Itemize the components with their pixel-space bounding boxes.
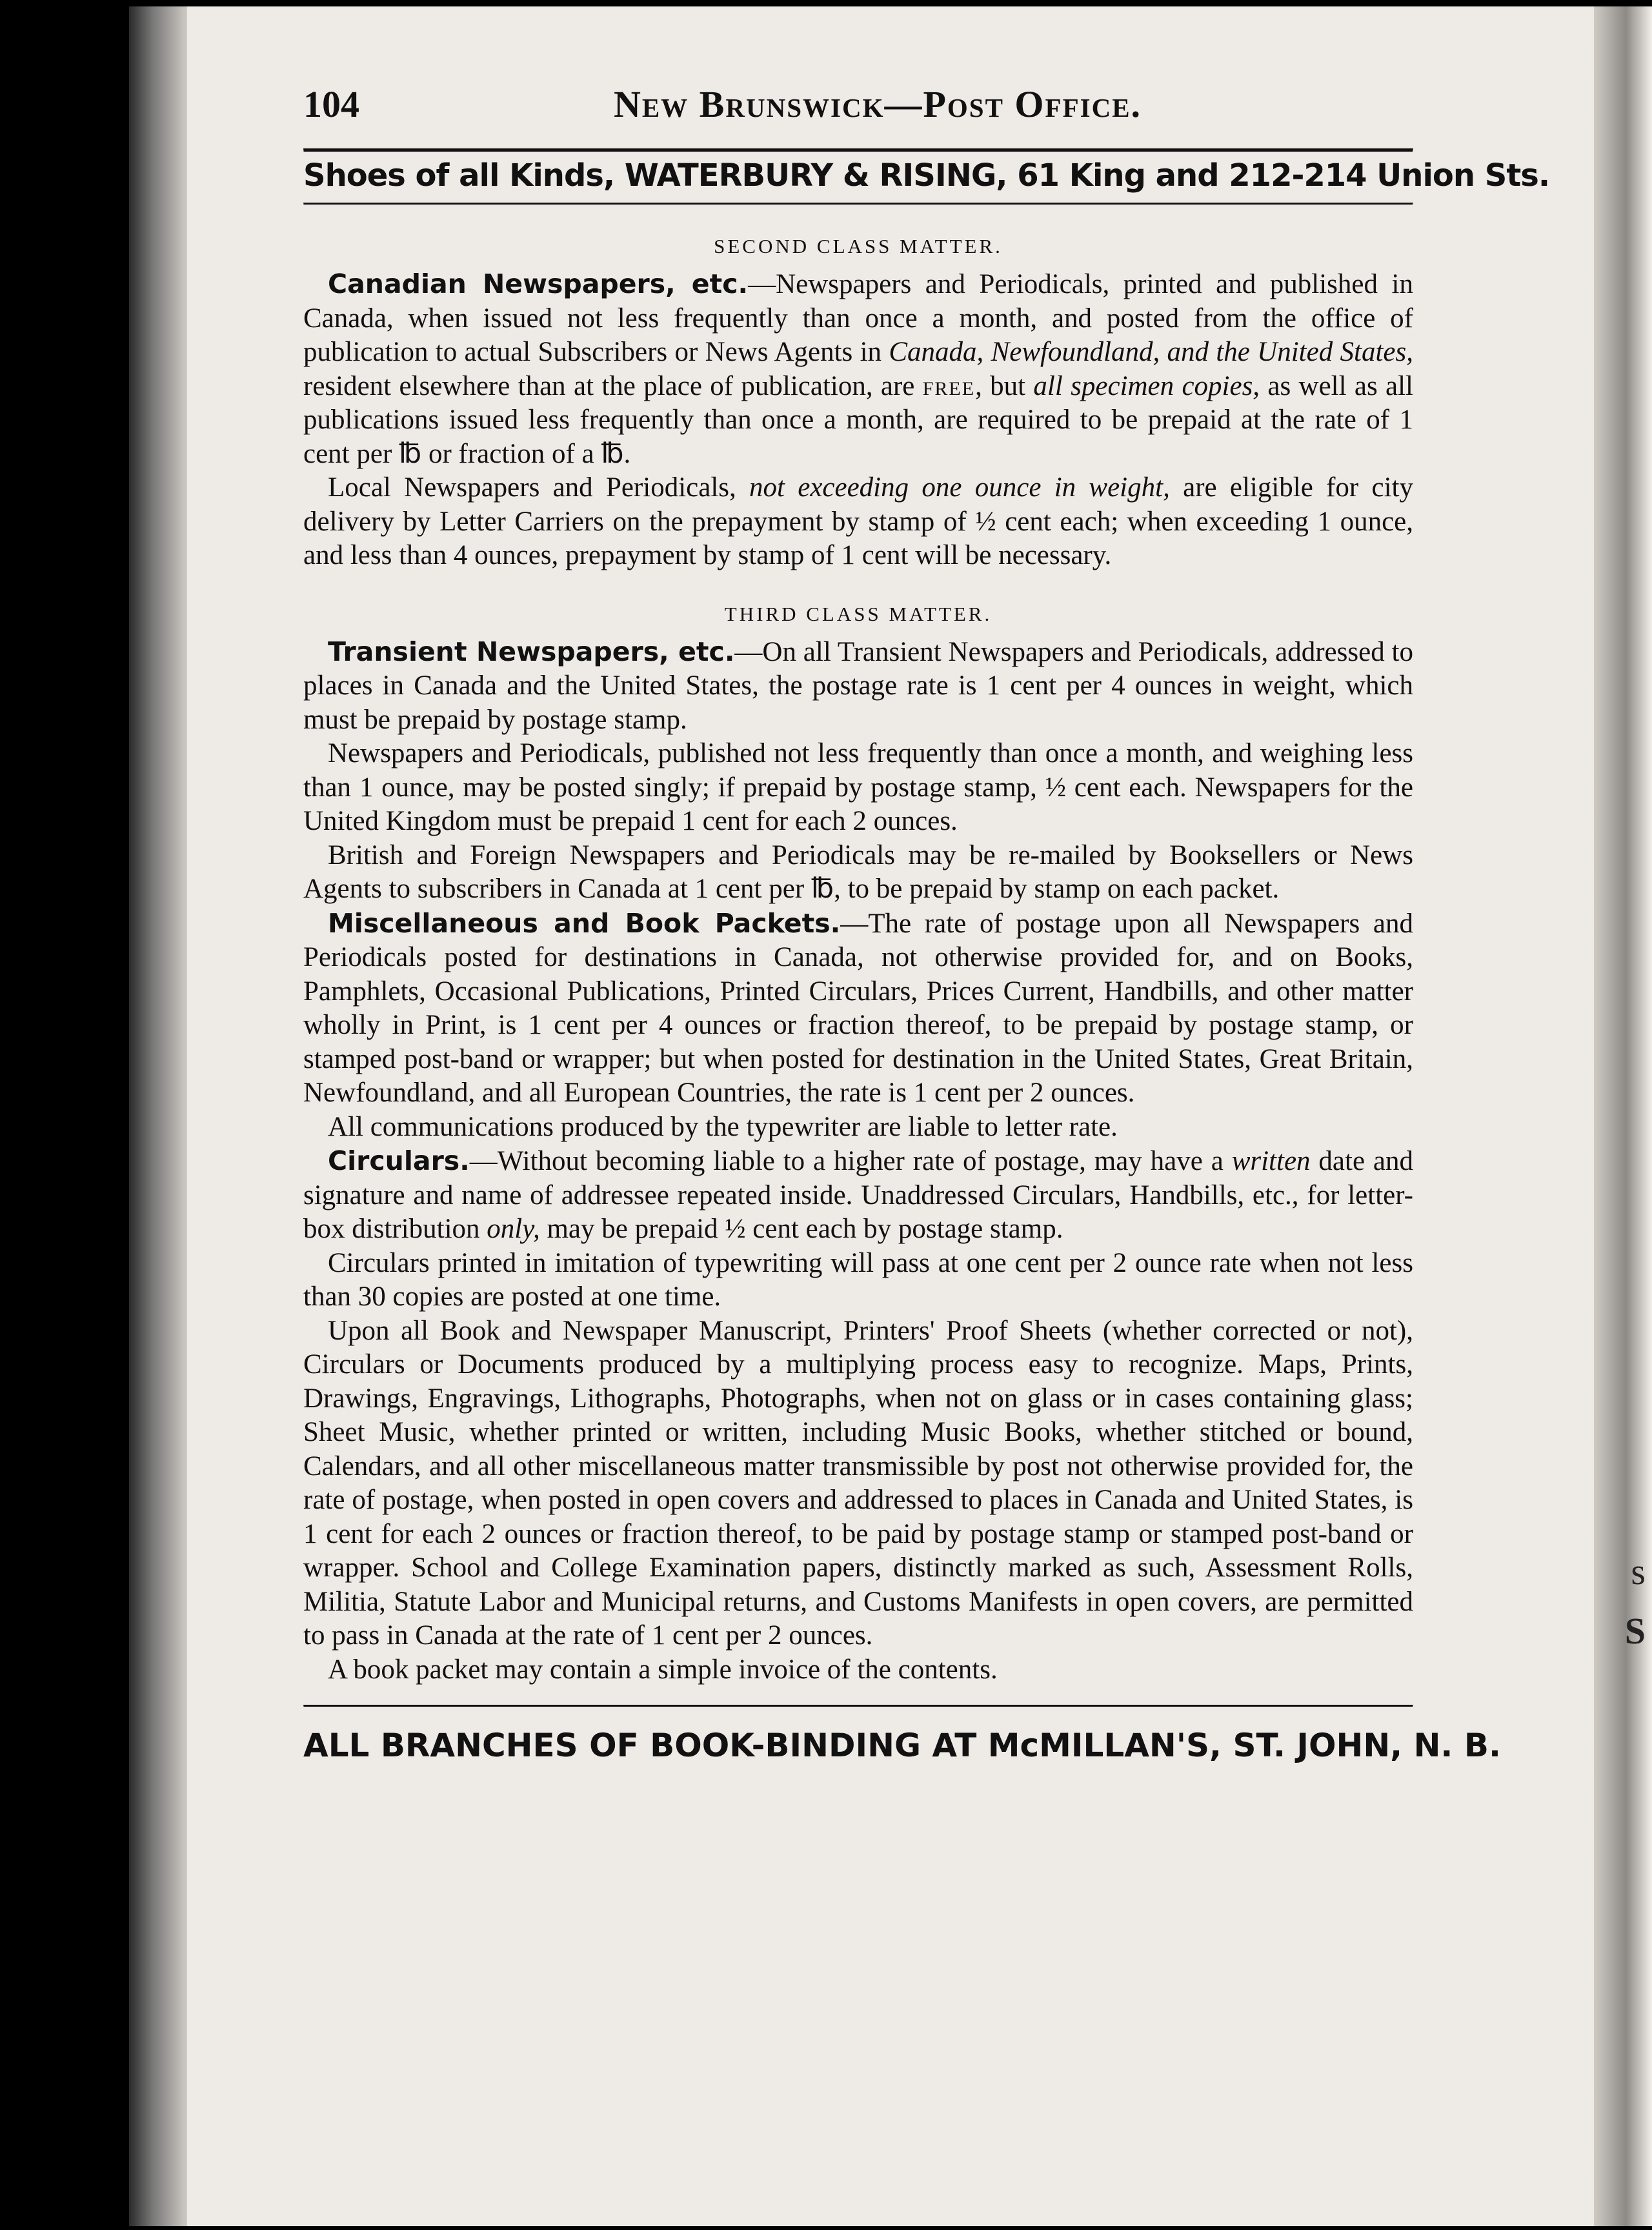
run-in-heading: Circulars.: [328, 1145, 470, 1176]
run-in-heading: Miscellaneous and Book Packets.: [328, 907, 841, 939]
section-heading-second-class: SECOND CLASS MATTER.: [714, 235, 1003, 257]
top-advertisement: Shoes of all Kinds, WATERBURY & RISING, 61 King and 212-214 Union Sts.: [303, 157, 1550, 194]
paragraph-typewriter: All communications produced by the typewriter are liable to letter rate.: [328, 1111, 1118, 1142]
running-head: [303, 77, 1413, 148]
paragraph-transient-newspapers: Transient Newspapers, etc.—On all Transient Newspapers and Periodicals, addressed to places in Canada and the United States, the postage rate is 1 cent per 4 ounces in weight, which must be prepaid by postage stamp.: [303, 636, 1413, 735]
paragraph-circulars: Circulars.—Without becoming liable to a higher rate of postage, may have a written date and signature and name of addressee repeated inside. Unaddressed Circulars, Handbills, etc., for letter-box distribution only, may be prepaid ½ cent each by postage stamp.: [303, 1145, 1413, 1244]
run-in-heading: Canadian Newspapers, etc.: [328, 268, 749, 299]
bottom-advertisement: ALL BRANCHES OF BOOK-BINDING AT McMILLAN'S, ST. JOHN, N. B.: [303, 1727, 1501, 1764]
paragraph-local-newspapers: Local Newspapers and Periodicals, not exceeding one ounce in weight, are eligible for city delivery by Letter Carriers on the prepayment by stamp of ½ cent each; when exceeding 1 ounce, and less than 4 ounces, prepayment by stamp of 1 cent will be necessary.: [303, 472, 1414, 570]
paragraph-british-foreign: British and Foreign Newspapers and Periodicals may be re-mailed by Booksellers or News Agents to subscribers in Canada at 1 cent per ℔, to be prepaid by stamp on each packet.: [303, 839, 1413, 904]
adjacent-page-edge: [1594, 6, 1652, 2226]
section-heading-third-class: THIRD CLASS MATTER.: [724, 602, 992, 625]
paragraph-canadian-newspapers: Canadian Newspapers, etc.—Newspapers and Periodicals, printed and published in Canada, when issued not less frequently than once a month, and posted from the office of publication to actual Subscribers or News Agents in Canada, Newfoundland, and the United States, resident elsewhere than at the place of publication, are free, but all specimen copies, as well as all publications issued less frequently than once a month, are required to be prepaid at the rate of 1 cent per ℔ or fraction of a ℔.: [303, 268, 1414, 469]
run-in-heading: Transient Newspapers, etc.: [328, 636, 735, 667]
edge-letter: S: [1624, 1610, 1646, 1652]
edge-letter: s: [1631, 1551, 1646, 1592]
book-gutter: [129, 6, 187, 2226]
paragraph-miscellaneous-book-packets: Miscellaneous and Book Packets.—The rate of postage upon all Newspapers and Periodicals posted for destinations in Canada, not otherwise provided for, and on Books, Pamphlets, Occasional Publications, Printed Circulars, Prices Current, Handbills, and other matter wholly in Print, is 1 cent per 4 ounces or fraction thereof, to be prepaid by postage stamp, or stamped post-band or wrapper; but when posted for destination in the United States, Great Britain, Newfoundland, and all European Countries, the rate is 1 cent per 2 ounces.: [303, 907, 1413, 1108]
paragraph-newspapers-periodicals: Newspapers and Periodicals, published not less frequently than once a month, and weighing less than 1 ounce, may be posted singly; if prepaid by postage stamp, ½ cent each. Newspapers for the United Kingdom must be prepaid 1 cent for each 2 ounces.: [303, 738, 1413, 836]
paragraph-typewriting-circulars: Circulars printed in imitation of typewriting will pass at one cent per 2 ounce rate when not less than 30 copies are posted at one time.: [303, 1247, 1413, 1312]
page-text-block: [303, 77, 1550, 1764]
page-number: 104: [303, 83, 359, 125]
paragraph-book-packet-invoice: A book packet may contain a simple invoice of the contents.: [328, 1654, 998, 1685]
running-title: New Brunswick—Post Office.: [613, 83, 1142, 125]
main-column: [303, 235, 1413, 1705]
top-ad-rule: [303, 203, 1413, 205]
adjacent-page-letters: [1620, 1542, 1646, 1661]
paragraph-manuscripts: Upon all Book and Newspaper Manuscript, Printers' Proof Sheets (whether corrected or not), Circulars or Documents produced by a multiplying process easy to recognize. Maps, Prints, Drawings, Engravings, Lithographs, Photographs, when not on glass or in cases containing glass; Sheet Music, whether printed or written, including Music Books, whether stitched or bound, Calendars, and all other miscellaneous matter transmissible by post not otherwise provided for, the rate of postage, when posted in open covers and addressed to places in Canada and United States, is 1 cent for each 2 ounces or fraction thereof, to be paid by postage stamp or stamped post-band or wrapper. School and College Examination papers, distinctly marked as such, Assessment Rolls, Militia, Statute Labor and Municipal returns, and Customs Manifests in open covers, are permitted to pass in Canada at the rate of 1 cent per 2 ounces.: [303, 1315, 1413, 1651]
